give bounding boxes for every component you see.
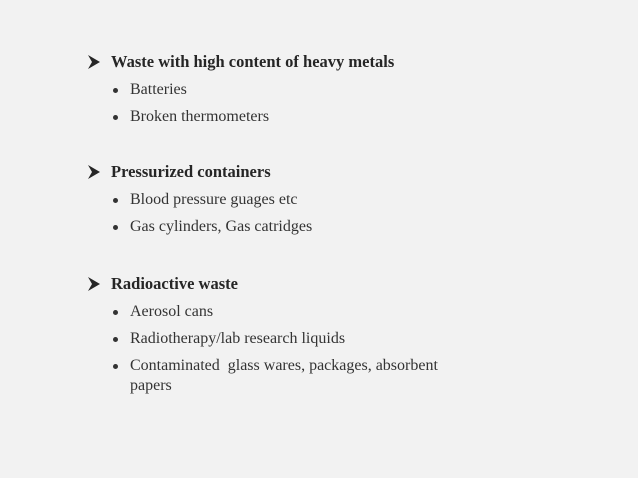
- section-heading: Waste with high content of heavy metals: [111, 52, 395, 71]
- dot-bullet-icon: [113, 310, 118, 315]
- list-item: [0, 302, 638, 329]
- section-heading: Pressurized containers: [111, 162, 271, 181]
- dot-bullet-icon: [113, 115, 118, 120]
- section-heading-row: [0, 162, 638, 184]
- section-radioactive-waste: [0, 274, 638, 402]
- dot-bullet-icon: [113, 337, 118, 342]
- list-item: [0, 80, 638, 107]
- section-heading: Radioactive waste: [111, 274, 238, 293]
- dot-bullet-icon: [113, 364, 118, 369]
- dot-bullet-icon: [113, 225, 118, 230]
- dot-bullet-icon: [113, 198, 118, 203]
- arrowhead-bullet-icon: [88, 165, 100, 179]
- list-item: [0, 217, 638, 244]
- dot-bullet-icon: [113, 88, 118, 93]
- list-item-text: Radiotherapy/lab research liquids: [130, 330, 346, 347]
- list-item: [0, 190, 638, 217]
- list-item-text: Aerosol cans: [130, 303, 214, 320]
- arrowhead-bullet-icon: [88, 277, 100, 291]
- list-item-text: Gas cylinders, Gas catridges: [130, 218, 313, 235]
- list-item-text: Contaminated glass wares, packages, absorbent papers: [130, 357, 442, 394]
- section-heading-row: [0, 52, 638, 74]
- list-item-text: Batteries: [130, 81, 187, 98]
- list-item: [0, 356, 638, 402]
- section-heading-row: [0, 274, 638, 296]
- list-item: [0, 107, 638, 134]
- arrowhead-bullet-icon: [88, 55, 100, 69]
- list-item-text: Blood pressure guages etc: [130, 191, 298, 208]
- list-item: [0, 329, 638, 356]
- section-heavy-metals: [0, 52, 638, 134]
- section-pressurized-containers: [0, 162, 638, 244]
- list-item-text: Broken thermometers: [130, 108, 270, 125]
